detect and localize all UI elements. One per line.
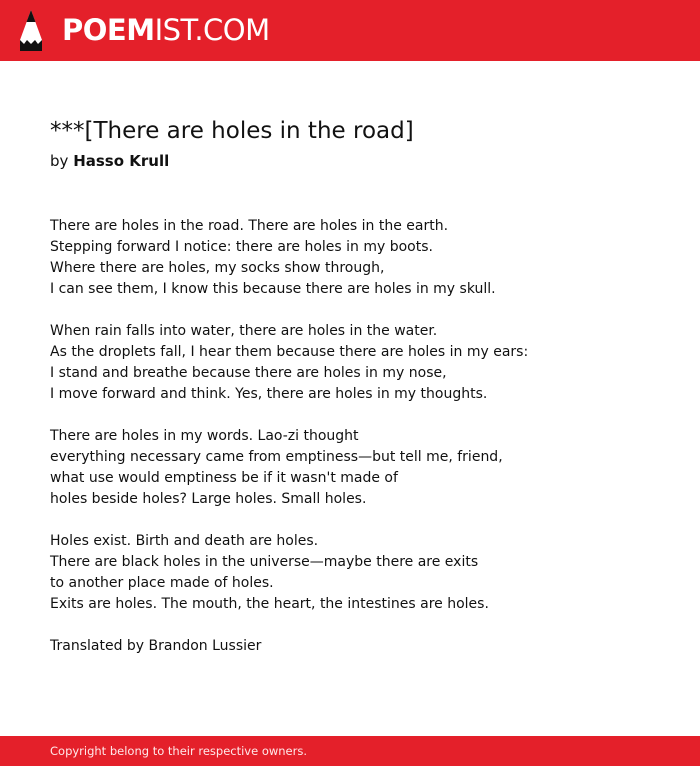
pencil-tip-icon[interactable] [18, 10, 44, 51]
copyright-notice: Copyright belong to their respective owners. [50, 744, 308, 758]
poem-content [50, 114, 670, 657]
stanza [50, 216, 670, 300]
site-footer [0, 736, 700, 766]
stanza [50, 321, 670, 405]
poem-title: ***[There are holes in the road] [50, 118, 414, 144]
site-header [0, 0, 700, 61]
poem-line: There are black holes in the universe—maybe there are exits [50, 554, 479, 570]
poem-line: When rain falls into water, there are holes in the water. [50, 323, 438, 339]
poem-line: Exits are holes. The mouth, the heart, the intestines are holes. [50, 596, 489, 612]
poem-line: Holes exist. Birth and death are holes. [50, 533, 319, 549]
poem-line: to another place made of holes. [50, 575, 274, 591]
poem-line: There are holes in my words. Lao-zi thought [50, 428, 359, 444]
poem-line: As the droplets fall, I hear them because there are holes in my ears: [50, 344, 529, 360]
poem-line: Stepping forward I notice: there are holes in my boots. [50, 239, 433, 255]
site-logo-text[interactable] [62, 10, 270, 50]
poem-line: what use would emptiness be if it wasn't made of [50, 470, 398, 486]
brand-light-text: IST.COM [154, 13, 270, 47]
poem-line: I stand and breathe because there are holes in my nose, [50, 365, 447, 381]
poem-body [50, 216, 670, 657]
by-label: by [50, 152, 69, 170]
poem-line: I move forward and think. Yes, there are holes in my thoughts. [50, 386, 488, 402]
stanza [50, 426, 670, 510]
brand-bold-text: POEM [62, 13, 155, 47]
stanza [50, 531, 670, 615]
translator-credit: Translated by Brandon Lussier [50, 638, 262, 654]
author-name: Hasso Krull [73, 152, 170, 170]
poem-line: everything necessary came from emptiness—but tell me, friend, [50, 449, 503, 465]
poem-line: There are holes in the road. There are holes in the earth. [50, 218, 449, 234]
poem-line: Where there are holes, my socks show through, [50, 260, 385, 276]
poem-line: holes beside holes? Large holes. Small holes. [50, 491, 367, 507]
byline [50, 150, 670, 172]
poem-line: I can see them, I know this because there are holes in my skull. [50, 281, 496, 297]
